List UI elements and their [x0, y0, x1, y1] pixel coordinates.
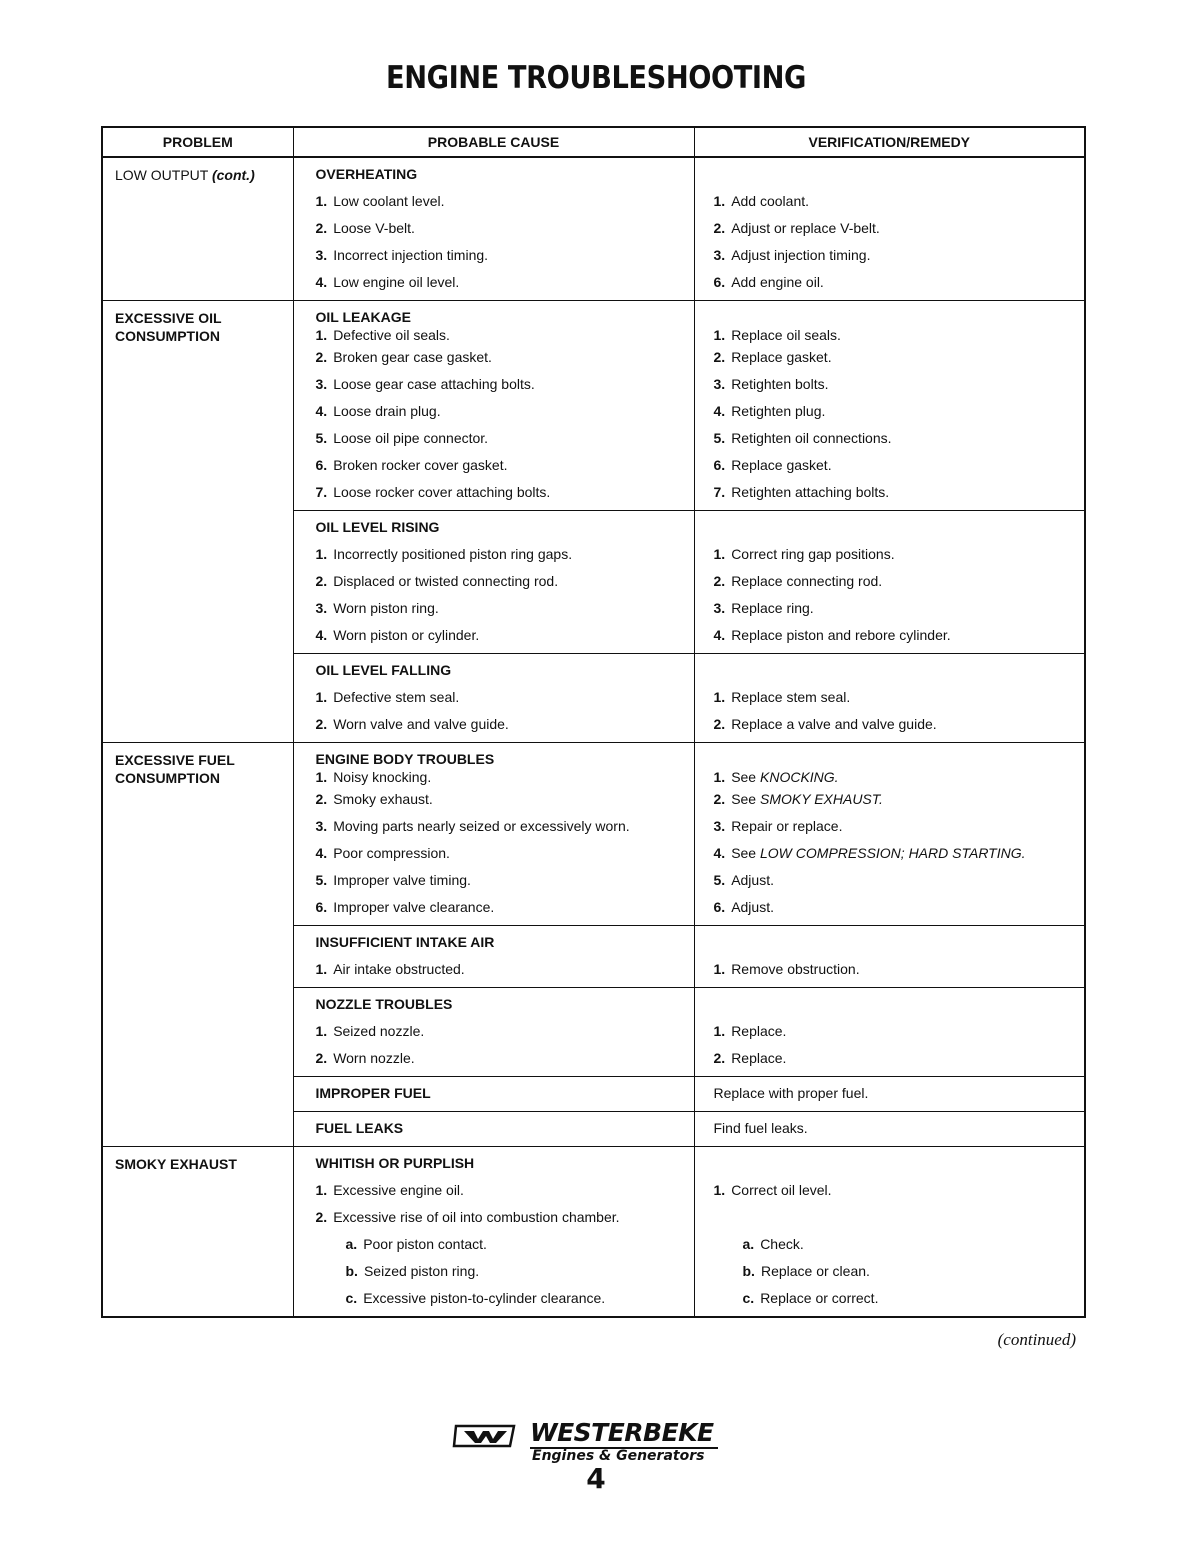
remedy-cell	[694, 988, 1085, 1077]
remedy-item-number: 4.	[713, 845, 726, 861]
remedy-item-number: 1.	[713, 1023, 726, 1039]
cause-item	[294, 479, 694, 506]
cause-item	[294, 711, 694, 738]
remedy-item-number: 4.	[713, 627, 726, 643]
cause-section-header: WHITISH OR PURPLISH	[315, 1155, 475, 1171]
remedy-item-text: Replace or clean.	[760, 1263, 870, 1279]
cause-item	[294, 1018, 694, 1045]
table-row	[102, 301, 1085, 511]
remedy-item-text: Retighten bolts.	[731, 376, 829, 392]
remedy-cell	[694, 301, 1085, 511]
remedy-item-text: Replace.	[731, 1050, 787, 1066]
probable-cause-cell	[293, 926, 694, 988]
westerbeke-w-mark-icon	[452, 1424, 516, 1448]
remedy-cell	[694, 926, 1085, 988]
cause-item-text: Worn piston ring.	[333, 600, 439, 616]
remedy-item-text: Replace.	[731, 1023, 787, 1039]
cause-item-number: 2.	[315, 573, 328, 589]
remedy-item-text: Adjust.	[731, 899, 774, 915]
cause-section-header: OIL LEVEL RISING	[315, 519, 440, 535]
remedy-section-header	[695, 750, 1085, 768]
remedy-item	[695, 1018, 1085, 1045]
problem-cell	[102, 301, 293, 743]
remedy-item-number: 1.	[713, 1182, 726, 1198]
remedy-item-text: Repair or replace.	[731, 818, 843, 834]
remedy-item-text: Replace piston and rebore cylinder.	[731, 627, 951, 643]
cause-item-number: 2.	[315, 220, 328, 236]
cause-item-number: b.	[345, 1263, 358, 1279]
remedy-item-text: Replace oil seals.	[731, 327, 841, 343]
remedy-item	[695, 371, 1085, 398]
cause-item-number: 1.	[315, 546, 328, 562]
cause-item-text: Loose oil pipe connector.	[333, 430, 489, 446]
remedy-item-number: 7.	[713, 484, 726, 500]
cause-item-number: 1.	[315, 193, 328, 209]
table-row	[102, 743, 1085, 926]
remedy-section-header	[695, 161, 1085, 188]
remedy-item-text: Correct ring gap positions.	[731, 546, 895, 562]
cause-item	[294, 1177, 694, 1204]
remedy-item-text: Replace or correct.	[760, 1290, 879, 1306]
remedy-item	[695, 684, 1085, 711]
remedy-cell	[694, 1112, 1085, 1147]
remedy-section-header	[695, 657, 1085, 684]
remedy-item	[695, 568, 1085, 595]
cause-item	[294, 840, 694, 867]
problem-label: EXCESSIVE OIL CONSUMPTION	[115, 310, 222, 344]
remedy-section-header: Find fuel leaks.	[713, 1120, 808, 1136]
cause-item-text: Improper valve clearance.	[333, 899, 495, 915]
cause-item	[294, 425, 694, 452]
cause-item	[294, 215, 694, 242]
remedy-item-number: 1.	[713, 689, 726, 705]
remedy-item-number: 2.	[713, 716, 726, 732]
cause-item-text: Excessive rise of oil into combustion chamber.	[333, 1209, 620, 1225]
remedy-item	[695, 813, 1085, 840]
remedy-section-header	[695, 929, 1085, 956]
remedy-item-text: Retighten attaching bolts.	[731, 484, 890, 500]
remedy-item	[695, 622, 1085, 649]
remedy-cell	[694, 1147, 1085, 1318]
cause-section-header: NOZZLE TROUBLES	[315, 996, 453, 1012]
probable-cause-cell	[293, 1077, 694, 1112]
remedy-item-number: 3.	[713, 600, 726, 616]
probable-cause-cell	[293, 1112, 694, 1147]
cause-item	[294, 1258, 694, 1285]
remedy-item	[695, 398, 1085, 425]
probable-cause-cell	[293, 511, 694, 654]
remedy-item-text: Replace gasket.	[731, 457, 832, 473]
page-number: 4	[586, 1462, 606, 1495]
probable-cause-cell	[293, 301, 694, 511]
probable-cause-cell	[293, 654, 694, 743]
cause-item-text: Loose V-belt.	[333, 220, 415, 236]
remedy-item	[695, 479, 1085, 506]
remedy-item-number: 1.	[713, 769, 726, 785]
cause-section-header: ENGINE BODY TROUBLES	[315, 751, 495, 767]
remedy-item-text: Retighten oil connections.	[731, 430, 892, 446]
cause-item-number: 6.	[315, 457, 328, 473]
cause-item-number: a.	[345, 1236, 358, 1252]
logo-name: WESTERBEKE	[530, 1419, 718, 1449]
cause-item-text: Moving parts nearly seized or excessively worn.	[333, 818, 630, 834]
page-title: ENGINE TROUBLESHOOTING	[386, 60, 806, 96]
remedy-item-text: Replace gasket.	[731, 349, 832, 365]
remedy-item-number: 2.	[713, 573, 726, 589]
remedy-item	[695, 326, 1085, 344]
remedy-item	[695, 956, 1085, 983]
remedy-item-number: a.	[742, 1236, 755, 1252]
cause-item-text: Excessive engine oil.	[333, 1182, 464, 1198]
cause-item-text: Broken rocker cover gasket.	[333, 457, 508, 473]
logo-subtitle: Engines & Generators	[532, 1448, 705, 1464]
cause-item-text: Smoky exhaust.	[333, 791, 433, 807]
probable-cause-cell	[293, 157, 694, 301]
cause-item	[294, 452, 694, 479]
problem-label: LOW OUTPUT	[115, 167, 209, 183]
remedy-cell	[694, 1077, 1085, 1112]
table-header-row	[102, 127, 1085, 157]
cause-item-number: 3.	[315, 376, 328, 392]
remedy-cell	[694, 511, 1085, 654]
cause-item-number: 4.	[315, 627, 328, 643]
remedy-item	[695, 269, 1085, 296]
cause-item-number: 3.	[315, 600, 328, 616]
remedy-item-number: 3.	[713, 376, 726, 392]
cause-item	[294, 894, 694, 921]
cause-item	[294, 595, 694, 622]
remedy-item-number: 2.	[713, 1050, 726, 1066]
cause-section-header: OVERHEATING	[315, 166, 418, 182]
cause-item	[294, 786, 694, 813]
remedy-item-number: 3.	[713, 247, 726, 263]
remedy-item-text: See	[731, 769, 760, 785]
remedy-item	[695, 188, 1085, 215]
cause-item	[294, 768, 694, 786]
remedy-item	[695, 425, 1085, 452]
remedy-item-number: 2.	[713, 349, 726, 365]
cause-item	[294, 1204, 694, 1231]
cause-item	[294, 684, 694, 711]
cause-item-text: Defective stem seal.	[333, 689, 460, 705]
cause-item-number: 5.	[315, 872, 328, 888]
cause-item	[294, 188, 694, 215]
cause-item	[294, 344, 694, 371]
cause-item	[294, 541, 694, 568]
table-row	[102, 157, 1085, 301]
remedy-item-number: 2.	[713, 220, 726, 236]
remedy-item-text: See	[731, 791, 760, 807]
cause-item-number: 3.	[315, 247, 328, 263]
cause-item-number: 1.	[315, 1182, 328, 1198]
cause-item-text: Poor compression.	[333, 845, 450, 861]
remedy-item-text: Adjust.	[731, 872, 774, 888]
remedy-item-text: Retighten plug.	[731, 403, 826, 419]
cause-item-text: Incorrect injection timing.	[333, 247, 489, 263]
cause-item-number: 1.	[315, 689, 328, 705]
cause-item-number: 2.	[315, 1209, 328, 1225]
remedy-item	[695, 867, 1085, 894]
cause-item-text: Worn nozzle.	[333, 1050, 415, 1066]
cause-item-number: 2.	[315, 1050, 328, 1066]
remedy-section-header	[695, 308, 1085, 326]
problem-note: (cont.)	[211, 167, 255, 183]
cause-item-text: Worn piston or cylinder.	[333, 627, 480, 643]
remedy-item	[695, 1231, 1085, 1258]
cause-item	[294, 269, 694, 296]
remedy-item	[695, 344, 1085, 371]
remedy-section-header	[695, 514, 1085, 541]
cause-item-number: 1.	[315, 327, 328, 343]
remedy-item-text: Replace a valve and valve guide.	[731, 716, 937, 732]
remedy-item-text: Adjust or replace V-belt.	[731, 220, 880, 236]
remedy-item-number: 1.	[713, 193, 726, 209]
remedy-item	[695, 894, 1085, 921]
remedy-item-number: 5.	[713, 872, 726, 888]
probable-cause-cell	[293, 1147, 694, 1318]
remedy-cell	[694, 654, 1085, 743]
cause-item-number: 6.	[315, 899, 328, 915]
cause-item	[294, 371, 694, 398]
remedy-item	[695, 1045, 1085, 1072]
remedy-item	[695, 541, 1085, 568]
cause-item-text: Loose rocker cover attaching bolts.	[333, 484, 551, 500]
remedy-item	[695, 768, 1085, 786]
cause-item-text: Seized nozzle.	[333, 1023, 425, 1039]
cause-item	[294, 326, 694, 344]
cause-item-number: c.	[345, 1290, 358, 1306]
cause-item	[294, 1045, 694, 1072]
header-problem: PROBLEM	[102, 127, 293, 157]
problem-label: EXCESSIVE FUEL CONSUMPTION	[115, 752, 235, 786]
remedy-item-text: Replace connecting rod.	[731, 573, 883, 589]
remedy-item	[695, 840, 1085, 867]
cause-item-text: Air intake obstructed.	[333, 961, 465, 977]
remedy-cell	[694, 743, 1085, 926]
remedy-item-number: 4.	[713, 403, 726, 419]
remedy-section-header: Replace with proper fuel.	[713, 1085, 869, 1101]
problem-label: SMOKY EXHAUST	[115, 1156, 237, 1172]
remedy-item-number: c.	[742, 1290, 755, 1306]
cause-item-text: Loose gear case attaching bolts.	[333, 376, 535, 392]
cause-section-header: FUEL LEAKS	[315, 1120, 404, 1136]
remedy-item	[695, 1204, 1085, 1231]
cause-item	[294, 242, 694, 269]
cause-item-number: 2.	[315, 791, 328, 807]
cause-item-text: Low engine oil level.	[333, 274, 460, 290]
remedy-item-number: 1.	[713, 961, 726, 977]
remedy-item-text: Correct oil level.	[731, 1182, 832, 1198]
remedy-item-number: 1.	[713, 327, 726, 343]
cause-item-number: 2.	[315, 349, 328, 365]
cause-item-number: 1.	[315, 769, 328, 785]
remedy-item	[695, 242, 1085, 269]
cause-section-header: IMPROPER FUEL	[315, 1085, 431, 1101]
troubleshooting-table	[101, 126, 1086, 1318]
cause-item-number: 4.	[315, 274, 328, 290]
remedy-cell	[694, 157, 1085, 301]
cause-item-text: Broken gear case gasket.	[333, 349, 492, 365]
cause-item-number: 5.	[315, 430, 328, 446]
probable-cause-cell	[293, 743, 694, 926]
remedy-item-text: Remove obstruction.	[731, 961, 860, 977]
cause-item	[294, 622, 694, 649]
problem-cell	[102, 743, 293, 1147]
cause-item-text: Incorrectly positioned piston ring gaps.	[333, 546, 573, 562]
cause-item	[294, 1231, 694, 1258]
remedy-item-text: Replace stem seal.	[731, 689, 851, 705]
cause-item	[294, 813, 694, 840]
remedy-item-number: 2.	[713, 791, 726, 807]
probable-cause-cell	[293, 988, 694, 1077]
remedy-cross-reference: SMOKY EXHAUST.	[760, 791, 883, 807]
table-row	[102, 1147, 1085, 1318]
cause-item-number: 4.	[315, 403, 328, 419]
remedy-item	[695, 452, 1085, 479]
remedy-item	[695, 711, 1085, 738]
cause-item-text: Defective oil seals.	[333, 327, 450, 343]
remedy-item-text: Adjust injection timing.	[731, 247, 871, 263]
remedy-item-number: b.	[742, 1263, 755, 1279]
continued-note: (continued)	[997, 1330, 1076, 1349]
remedy-item	[695, 1285, 1085, 1312]
remedy-item-text: Replace ring.	[731, 600, 814, 616]
cause-item	[294, 568, 694, 595]
table-body	[102, 157, 1085, 1317]
remedy-item-text: Add coolant.	[731, 193, 810, 209]
remedy-item-text: See	[731, 845, 760, 861]
cause-item-text: Poor piston contact.	[363, 1236, 487, 1252]
cause-item-number: 4.	[315, 845, 328, 861]
cause-item-text: Loose drain plug.	[333, 403, 441, 419]
remedy-item-number: 6.	[713, 274, 726, 290]
remedy-item-number: 5.	[713, 430, 726, 446]
cause-item-number: 1.	[315, 961, 328, 977]
remedy-item-number: 6.	[713, 899, 726, 915]
cause-item-number: 2.	[315, 716, 328, 732]
remedy-item-text: Add engine oil.	[731, 274, 824, 290]
cause-item-text: Displaced or twisted connecting rod.	[333, 573, 559, 589]
cause-item-text: Noisy knocking.	[333, 769, 432, 785]
remedy-cross-reference: LOW COMPRESSION; HARD STARTING.	[760, 845, 1026, 861]
remedy-section-header	[695, 1150, 1085, 1177]
header-probable-cause: PROBABLE CAUSE	[293, 127, 694, 157]
remedy-item-number: 6.	[713, 457, 726, 473]
cause-item-number: 3.	[315, 818, 328, 834]
remedy-item-number: 1.	[713, 546, 726, 562]
remedy-cross-reference: KNOCKING.	[760, 769, 839, 785]
cause-item	[294, 867, 694, 894]
cause-section-header: INSUFFICIENT INTAKE AIR	[315, 934, 495, 950]
remedy-item	[695, 786, 1085, 813]
cause-item-text: Improper valve timing.	[333, 872, 471, 888]
cause-item	[294, 398, 694, 425]
problem-cell	[102, 157, 293, 301]
cause-section-header: OIL LEVEL FALLING	[315, 662, 452, 678]
cause-item	[294, 956, 694, 983]
header-verification-remedy: VERIFICATION/REMEDY	[694, 127, 1085, 157]
remedy-item-text: Check.	[760, 1236, 804, 1252]
cause-item-number: 1.	[315, 1023, 328, 1039]
remedy-section-header	[695, 991, 1085, 1018]
cause-item-text: Low coolant level.	[333, 193, 445, 209]
remedy-item	[695, 1258, 1085, 1285]
cause-item-text: Seized piston ring.	[363, 1263, 480, 1279]
cause-item	[294, 1285, 694, 1312]
cause-item-text: Worn valve and valve guide.	[333, 716, 509, 732]
remedy-item	[695, 215, 1085, 242]
remedy-item	[695, 1177, 1085, 1204]
problem-cell	[102, 1147, 293, 1318]
cause-item-text: Excessive piston-to-cylinder clearance.	[363, 1290, 606, 1306]
cause-section-header: OIL LEAKAGE	[315, 309, 411, 325]
remedy-item	[695, 595, 1085, 622]
cause-item-number: 7.	[315, 484, 328, 500]
remedy-item-number: 3.	[713, 818, 726, 834]
